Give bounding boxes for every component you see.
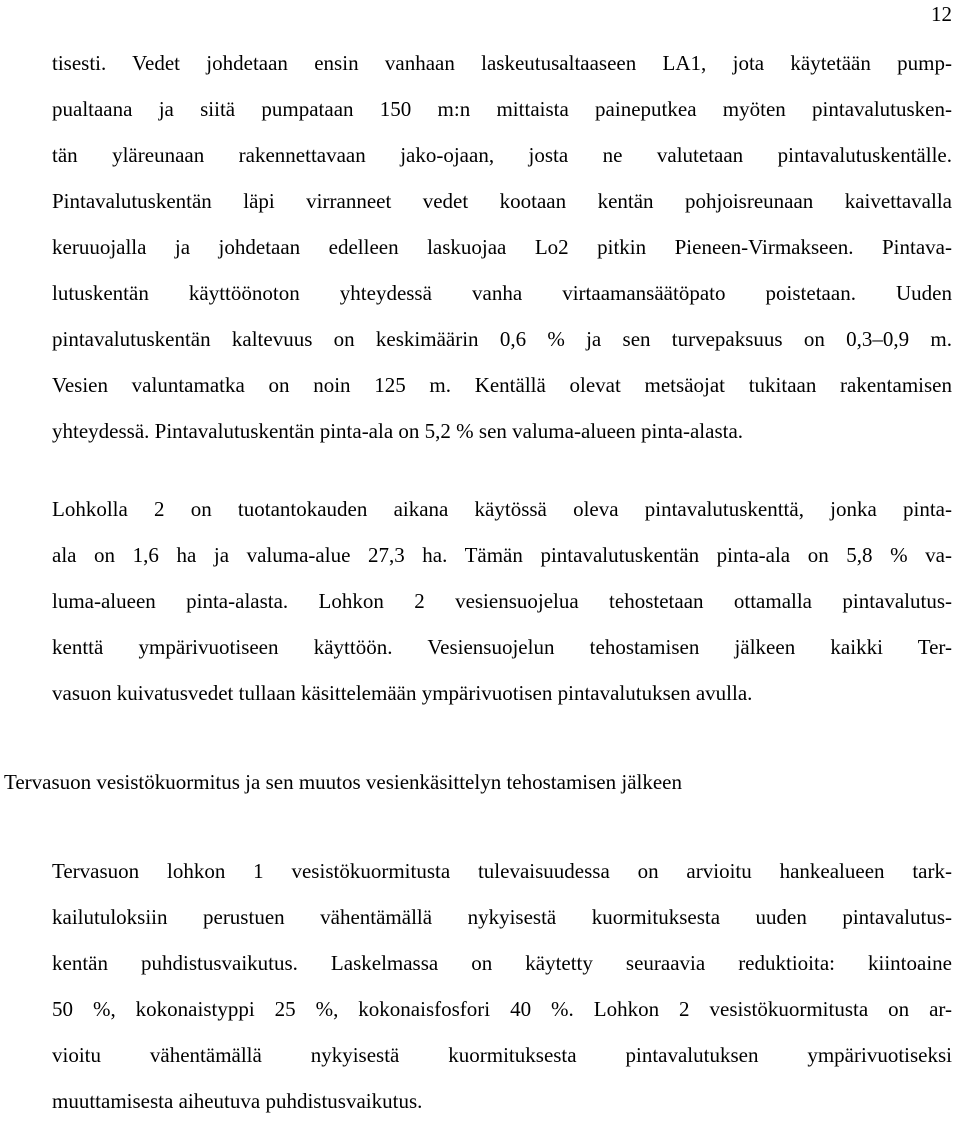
text-line: kailutuloksiin perustuen vähentämällä nykyisestä kuormituksesta uuden pintavalutus- xyxy=(52,905,952,929)
paragraph-3 xyxy=(52,848,952,1124)
section-heading: Tervasuon vesistökuormitus ja sen muutos vesienkäsittelyn tehostamisen jälkeen xyxy=(4,770,682,794)
text-line: vasuon kuivatusvedet tullaan käsittelemään ympärivuotisen pintavalutuksen avulla. xyxy=(52,681,753,705)
text-line: vioitu vähentämällä nykyisestä kuormituksesta pintavalutuksen ympärivuotiseksi xyxy=(52,1043,952,1067)
text-line: ala on 1,6 ha ja valuma-alue 27,3 ha. Tämän pintavalutuskentän pinta-ala on 5,8 % va- xyxy=(52,543,952,567)
text-line: Tervasuon lohkon 1 vesistökuormitusta tulevaisuudessa on arvioitu hankealueen tark- xyxy=(52,859,952,883)
text-line: Lohkolla 2 on tuotantokauden aikana käytössä oleva pintavalutuskenttä, jonka pinta- xyxy=(52,497,952,521)
text-line: kenttä ympärivuotiseen käyttöön. Vesiensuojelun tehostamisen jälkeen kaikki Ter- xyxy=(52,635,952,659)
paragraph-2 xyxy=(52,486,952,716)
text-line: luma-alueen pinta-alasta. Lohkon 2 vesiensuojelua tehostetaan ottamalla pintavalutus- xyxy=(52,589,952,613)
text-line: pualtaana ja siitä pumpataan 150 m:n mittaista paineputkea myöten pintavalutusken- xyxy=(52,97,952,121)
paragraph-1 xyxy=(52,40,952,454)
text-line: Vesien valuntamatka on noin 125 m. Kentällä olevat metsäojat tukitaan rakentamisen xyxy=(52,373,952,397)
text-line: tisesti. Vedet johdetaan ensin vanhaan laskeutusaltaaseen LA1, jota käytetään pump- xyxy=(52,51,952,75)
text-line: tän yläreunaan rakennettavaan jako-ojaan, josta ne valutetaan pintavalutuskentälle. xyxy=(52,143,952,167)
text-line: kentän puhdistusvaikutus. Laskelmassa on käytetty seuraavia reduktioita: kiintoaine xyxy=(52,951,952,975)
text-line: lutuskentän käyttöönoton yhteydessä vanha virtaamansäätöpato poistetaan. Uuden xyxy=(52,281,952,305)
text-line: pintavalutuskentän kaltevuus on keskimäärin 0,6 % ja sen turvepaksuus on 0,3–0,9 m. xyxy=(52,327,952,351)
text-line: Pintavalutuskentän läpi virranneet vedet kootaan kentän pohjoisreunaan kaivettavalla xyxy=(52,189,952,213)
text-line: 50 %, kokonaistyppi 25 %, kokonaisfosfori 40 %. Lohkon 2 vesistökuormitusta on ar- xyxy=(52,997,952,1021)
page-number: 12 xyxy=(931,2,952,26)
text-line: yhteydessä. Pintavalutuskentän pinta-ala on 5,2 % sen valuma-alueen pinta-alasta. xyxy=(52,419,744,443)
text-line: keruuojalla ja johdetaan edelleen laskuojaa Lo2 pitkin Pieneen-Virmakseen. Pintava- xyxy=(52,235,952,259)
text-line: muuttamisesta aiheutuva puhdistusvaikutus. xyxy=(52,1089,423,1113)
